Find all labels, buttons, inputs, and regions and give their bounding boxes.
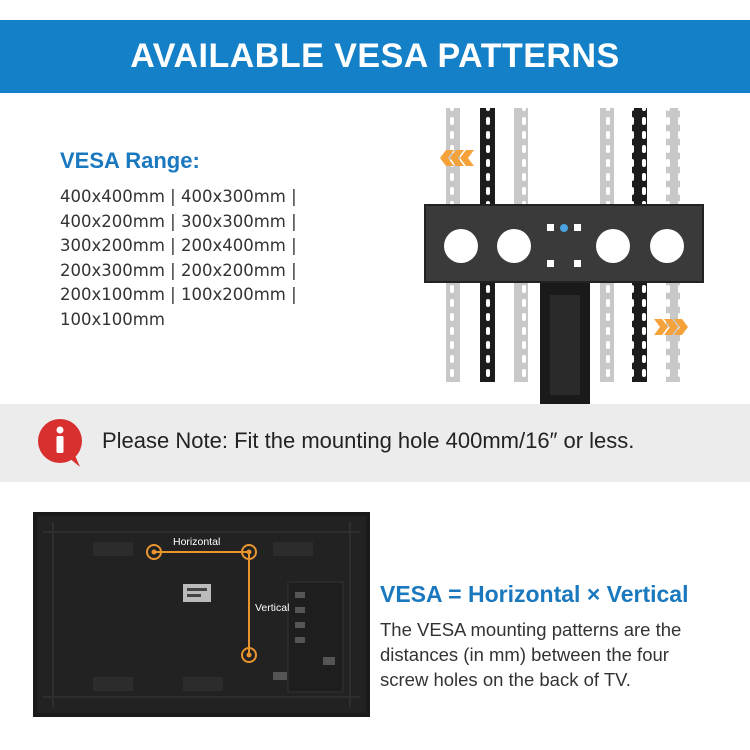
vesa-formula-line: The VESA mounting patterns are the: [380, 619, 682, 640]
vesa-formula-line: distances (in mm) between the four: [380, 644, 669, 665]
vertical-label: Vertical: [255, 602, 290, 614]
vesa-formula-title: VESA = Horizontal × Vertical: [380, 581, 689, 607]
vesa-range-line: 100x100mm: [60, 309, 165, 329]
double-chevron-left-icon: [440, 150, 474, 166]
vesa-range-line: 400x400mm | 400x300mm |: [60, 187, 297, 206]
header-banner: [0, 20, 750, 93]
vesa-range-line: 200x100mm | 100x200mm |: [60, 285, 297, 305]
vesa-formula-description: [380, 617, 745, 692]
vesa-range-list: [60, 185, 350, 333]
mount-bracket-illustration: [410, 100, 730, 405]
vesa-range-line: 200x300mm | 200x200mm |: [60, 260, 297, 280]
vesa-range-title: VESA Range:: [60, 148, 200, 173]
info-speech-bubble-icon: [34, 417, 86, 469]
double-chevron-right-icon: [654, 319, 688, 335]
vesa-formula-line: screw holes on the back of TV.: [380, 669, 631, 690]
tv-back-illustration: [33, 512, 370, 717]
horizontal-label: Horizontal: [173, 536, 221, 548]
note-text: Please Note: Fit the mounting hole 400mm/16″ or less.: [102, 428, 635, 453]
vesa-range-line: 300x200mm | 200x400mm |: [60, 236, 297, 256]
banner-title: AVAILABLE VESA PATTERNS: [130, 37, 620, 75]
vesa-range-line: 400x200mm | 300x300mm |: [60, 211, 297, 231]
